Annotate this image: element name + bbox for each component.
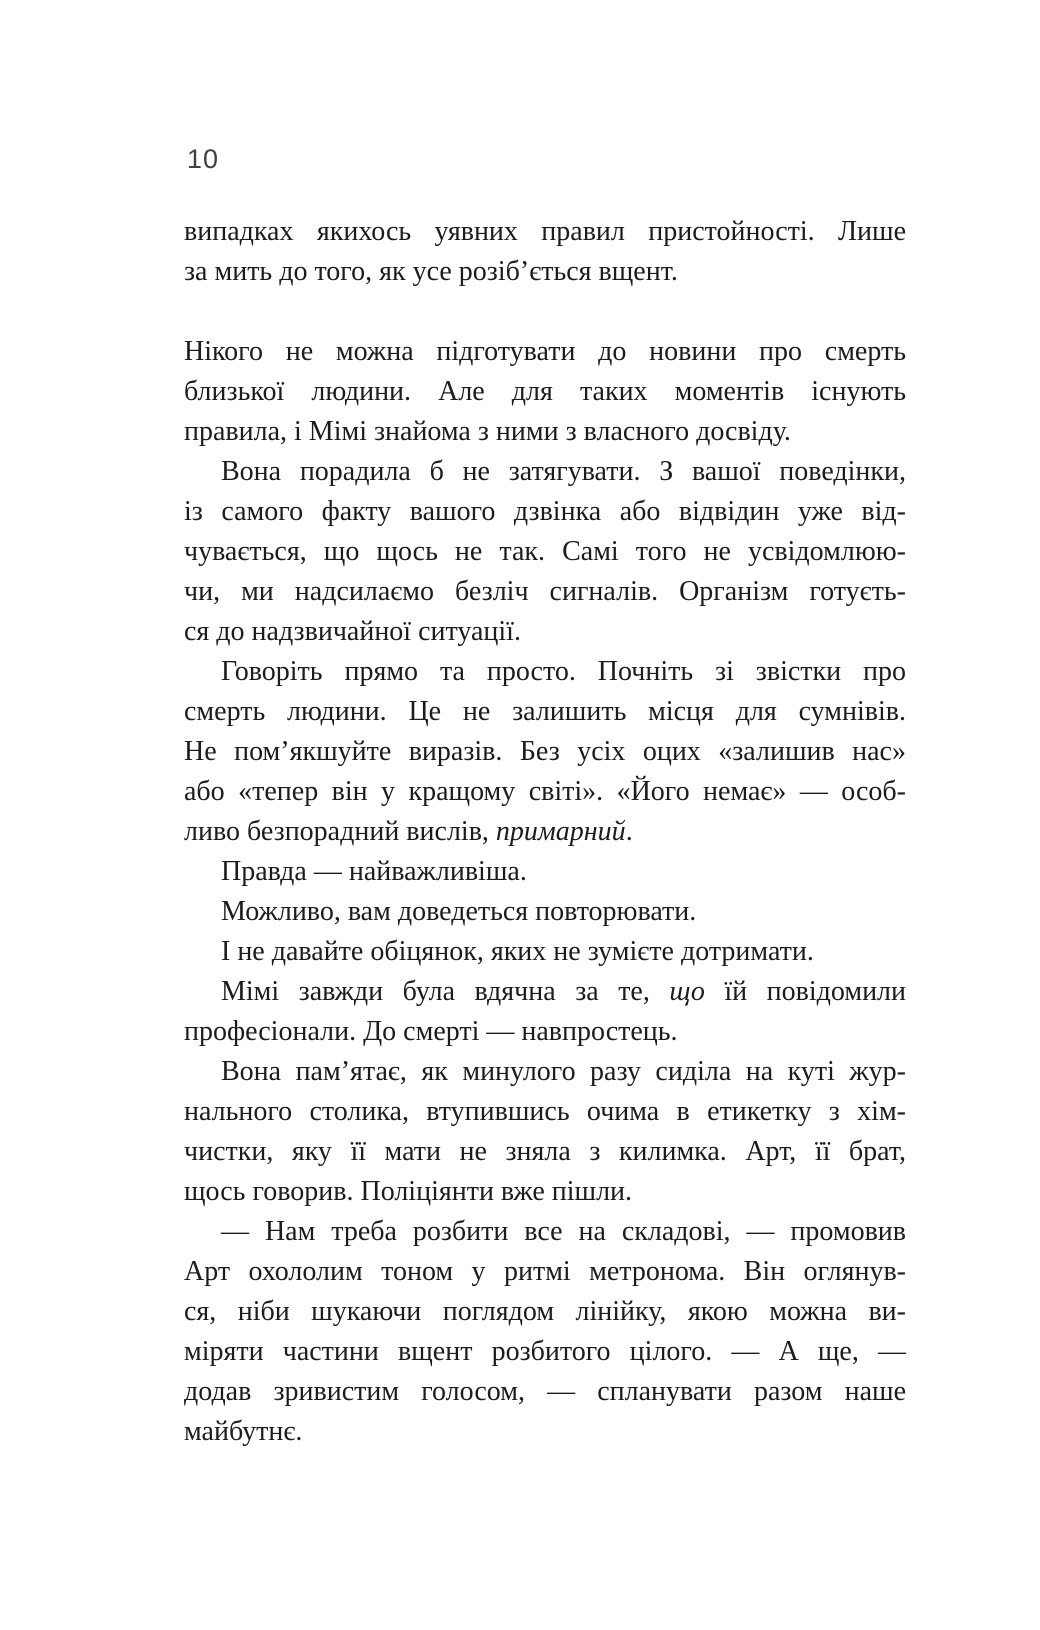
text-segment: правила, і Мімі знайома з ними з власного досвіду. [184, 416, 791, 447]
text-line [184, 212, 906, 252]
text-line [184, 372, 906, 412]
text-line [184, 532, 906, 572]
text-line [184, 892, 906, 932]
text-segment: щось говорив. Поліціянти вже пішли. [184, 1176, 633, 1207]
paragraph [184, 892, 906, 932]
text-segment: Арт охололим тоном у ритмі метронома. Він оглянув- [184, 1256, 906, 1287]
text-segment: за мить до того, як усе розіб’ється вщент. [184, 256, 678, 287]
text-segment: їй повідомили [704, 976, 907, 1007]
text-segment: Вона пам’ятає, як минулого разу сиділа на куті жур- [221, 1056, 906, 1087]
text-line [184, 732, 906, 772]
paragraph [184, 972, 906, 1052]
text-line [184, 852, 906, 892]
text-segment: смерть людини. Це не залишить місця для сумнівів. [184, 696, 906, 727]
text-segment: професіонали. До смерті — навпростець. [184, 1016, 678, 1047]
text-line [184, 1412, 906, 1452]
text-segment: чувається, що щось не так. Самі того не усвідомлюю- [184, 536, 906, 567]
text-line [184, 572, 906, 612]
text-segment: міряти частини вщент розбитого цілого. — А ще, — [184, 1336, 906, 1367]
paragraph [184, 1052, 906, 1212]
page-number: 10 [187, 144, 220, 174]
paragraph [184, 652, 906, 852]
text-segment: чистки, яку її мати не зняла з килимка. Арт, її брат, [184, 1136, 906, 1167]
text-segment: додав зривистим голосом, — спланувати разом наше [184, 1376, 906, 1407]
text-segment: Можливо, вам доведеться повторювати. [221, 896, 697, 927]
emphasized-text: примарний [495, 816, 626, 847]
text-segment: нального столика, втупившись очима в етикетку з хім- [184, 1096, 906, 1127]
text-segment: Нікого не можна підготувати до новини про смерть [184, 336, 906, 367]
paragraph [184, 332, 906, 452]
text-line [184, 1252, 906, 1292]
text-line [184, 1292, 906, 1332]
paragraph [184, 212, 906, 292]
paragraph [184, 852, 906, 892]
text-segment: чи, ми надсилаємо безліч сигналів. Організм готуєть- [184, 576, 906, 607]
text-line [184, 772, 906, 812]
text-segment: І не давайте обіцянок, яких не зумієте дотримати. [221, 936, 814, 967]
text-segment: Говоріть прямо та просто. Почніть зі звістки про [221, 656, 906, 687]
text-segment: із самого факту вашого дзвінка або відвідин уже від- [184, 496, 906, 527]
paragraph [184, 1212, 906, 1452]
text-line [184, 972, 906, 1012]
text-line [184, 1172, 906, 1212]
text-segment: Правда — найважливіша. [221, 856, 527, 887]
text-segment: випадках якихось уявних правил пристойності. Лише [184, 216, 906, 247]
emphasized-text: що [669, 976, 705, 1007]
text-line [184, 692, 906, 732]
text-line [184, 252, 906, 292]
text-segment: близької людини. Але для таких моментів існують [184, 376, 906, 407]
text-segment: ся до надзвичайної ситуації. [184, 616, 521, 647]
text-line [184, 1372, 906, 1412]
body-text [184, 212, 906, 1452]
text-line [184, 932, 906, 972]
text-line [184, 452, 906, 492]
text-line [184, 1332, 906, 1372]
text-line [184, 612, 906, 652]
text-line [184, 492, 906, 532]
text-segment: Мімі завжди була вдячна за те, [221, 976, 670, 1007]
text-line [184, 1052, 906, 1092]
text-segment: ся, ніби шукаючи поглядом лінійку, якою можна ви- [184, 1296, 906, 1327]
text-line [184, 1092, 906, 1132]
text-segment: — Нам треба розбити все на складові, — промовив [221, 1216, 906, 1247]
text-segment: ливо безпорадний вислів, [184, 816, 496, 847]
text-line [184, 332, 906, 372]
text-segment: Вона порадила б не затягувати. З вашої поведінки, [221, 456, 906, 487]
text-line [184, 1212, 906, 1252]
paragraph [184, 932, 906, 972]
text-line [184, 412, 906, 452]
text-line [184, 1132, 906, 1172]
text-segment: або «тепер він у кращому світі». «Його немає» — особ- [184, 776, 906, 807]
text-line [184, 652, 906, 692]
text-line [184, 1012, 906, 1052]
text-line [184, 812, 906, 852]
text-segment: майбутнє. [184, 1416, 303, 1447]
text-segment: . [625, 816, 633, 847]
text-segment: Не пом’якшуйте виразів. Без усіх оцих «залишив нас» [184, 736, 906, 767]
paragraph [184, 452, 906, 652]
